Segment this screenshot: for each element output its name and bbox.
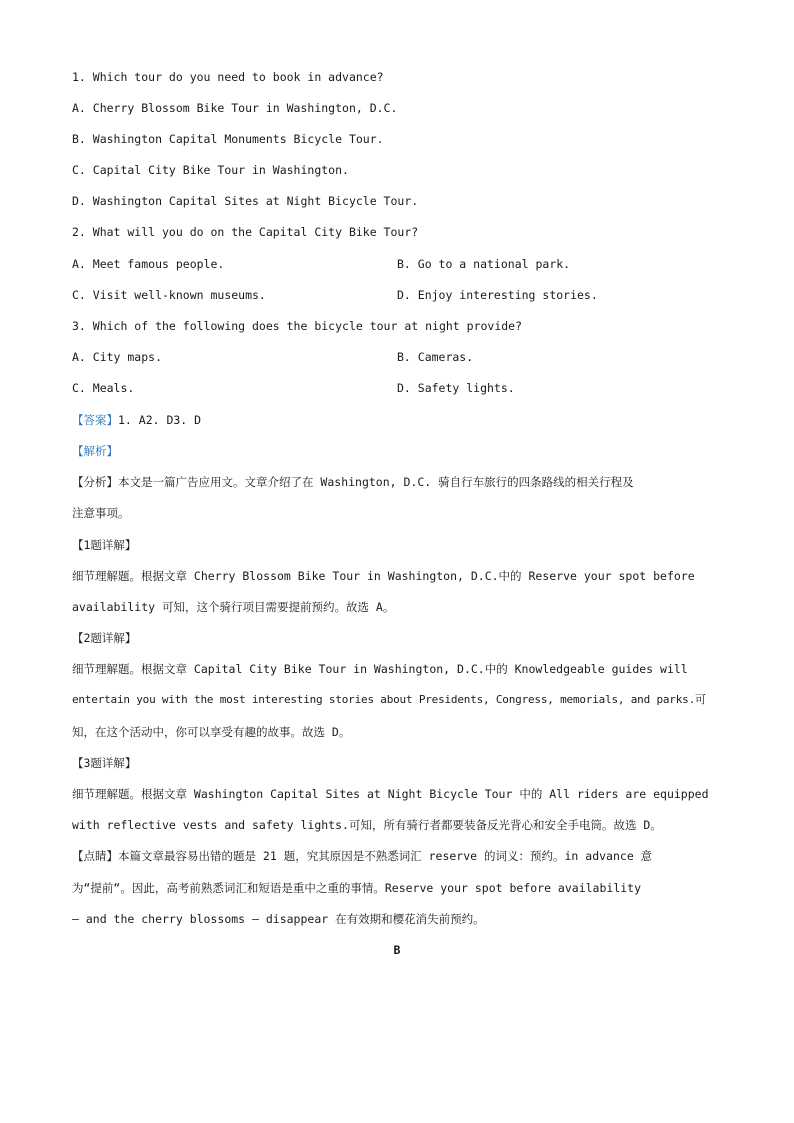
question-2-option-c: C. Visit well-known museums. xyxy=(72,288,266,302)
question-3-option-d: D. Safety lights. xyxy=(397,381,515,395)
detail-1-line-1: 细节理解题。根据文章 Cherry Blossom Bike Tour in Washington, D.C.中的 Reserve your spot before xyxy=(72,569,695,583)
question-1-option-d: D. Washington Capital Sites at Night Bicycle Tour. xyxy=(72,194,419,208)
dianjing-tag: 【点睛】 xyxy=(72,849,118,863)
question-1-option-b: B. Washington Capital Monuments Bicycle Tour. xyxy=(72,132,384,146)
summary-tag: 【分析】 xyxy=(72,475,118,489)
question-3-option-c: C. Meals. xyxy=(72,381,135,395)
question-1-stem: 1. Which tour do you need to book in advance? xyxy=(72,70,384,84)
detail-2-line-2: entertain you with the most interesting stories about Presidents, Congress, memorials, and parks.可 xyxy=(72,693,706,706)
question-2-option-a: A. Meet famous people. xyxy=(72,257,225,271)
analysis-tag: 【解析】 xyxy=(72,444,118,458)
summary-line-2: 注意事项。 xyxy=(72,506,130,520)
answer-tag: 【答案】 xyxy=(72,413,118,427)
question-2-stem: 2. What will you do on the Capital City Bike Tour? xyxy=(72,225,419,239)
dianjing-line-3: — and the cherry blossoms — disappear 在有效期和樱花消失前预约。 xyxy=(72,912,485,926)
detail-2-line-3: 知，在这个活动中，你可以享受有趣的故事。故选 D。 xyxy=(72,725,351,739)
question-2-option-b: B. Go to a national park. xyxy=(397,257,571,271)
dianjing-line-1 xyxy=(72,848,652,864)
question-3-option-b: B. Cameras. xyxy=(397,350,474,364)
question-3-option-a: A. City maps. xyxy=(72,350,163,364)
answer-line xyxy=(72,412,201,428)
dianjing-line-2: 为“提前“。因此，高考前熟悉词汇和短语是重中之重的事情。Reserve your spot before availability xyxy=(72,881,642,895)
detail-1-line-2: availability 可知，这个骑行项目需要提前预约。故选 A。 xyxy=(72,600,395,614)
summary-text-1: 本文是一篇广告应用文。文章介绍了在 Washington, D.C. 骑自行车旅行的四条路线的相关行程及 xyxy=(118,475,634,489)
summary-line-1 xyxy=(72,474,634,490)
section-marker: B xyxy=(393,943,401,957)
detail-1-heading: 【1题详解】 xyxy=(72,538,137,552)
question-1-option-a: A. Cherry Blossom Bike Tour in Washington, D.C. xyxy=(72,101,398,115)
question-2-option-d: D. Enjoy interesting stories. xyxy=(397,288,598,302)
question-1-option-c: C. Capital City Bike Tour in Washington. xyxy=(72,163,349,177)
detail-2-line-1: 细节理解题。根据文章 Capital City Bike Tour in Washington, D.C.中的 Knowledgeable guides will xyxy=(72,662,688,676)
answer-text: 1. A2. D3. D xyxy=(118,413,202,427)
detail-3-line-2: with reflective vests and safety lights.可知，所有骑行者都要装备反光背心和安全手电筒。故选 D。 xyxy=(72,818,662,832)
detail-3-heading: 【3题详解】 xyxy=(72,756,137,770)
detail-3-line-1: 细节理解题。根据文章 Washington Capital Sites at Night Bicycle Tour 中的 All riders are equipped xyxy=(72,787,709,801)
detail-2-heading: 【2题详解】 xyxy=(72,631,137,645)
question-3-stem: 3. Which of the following does the bicycle tour at night provide? xyxy=(72,319,523,333)
dianjing-text-1: 本篇文章最容易出错的题是 21 题，究其原因是不熟悉词汇 reserve 的词义：预约。in advance 意 xyxy=(118,849,653,863)
